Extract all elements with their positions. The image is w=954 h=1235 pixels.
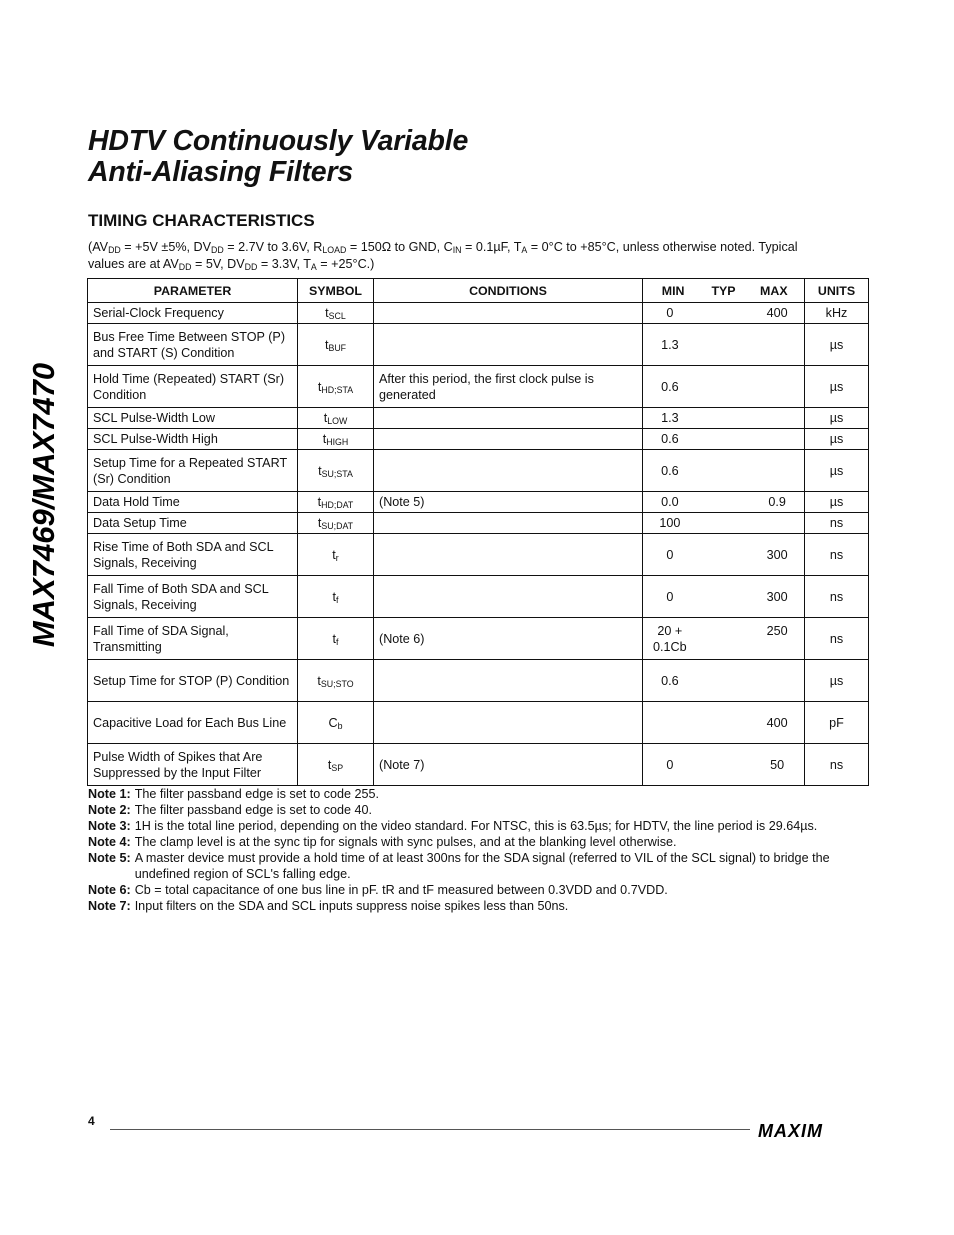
page-number: 4 [88,1114,95,1128]
note-text: A master device must provide a hold time of at least 300ns for the SDA signal (referred to VIL of the SCL signal) to bridge the undefined region of SCL's falling edge. [134,851,830,881]
table-row [88,492,869,513]
symbol-subscript: f [336,594,339,605]
symbol-subscript: SU;STA [321,468,353,479]
note-item [88,786,868,802]
table-row [88,534,869,576]
note-item [88,882,868,898]
note-text: Cb = total capacitance of one bus line in pF. tR and tF measured between 0.3VDD and 0.7VDD. [134,883,668,897]
min-typ-max-cell [643,702,805,744]
table-row [88,744,869,786]
note-label: Note 6: [88,883,131,897]
min-typ-max-cell [643,366,805,408]
table-row [88,618,869,660]
symbol-main: t [324,337,329,352]
parameter-cell: Data Hold Time [88,492,298,513]
symbol-subscript: HD;STA [321,384,354,395]
header-symbol: SYMBOL [298,279,374,303]
typ-value [697,431,751,447]
header-max: MAX [760,283,788,298]
max-value: 400 [766,306,788,320]
parameter-cell: Setup Time for a Repeated START (Sr) Condition [88,450,298,492]
symbol-subscript: BUF [328,342,347,353]
typ-value [697,463,751,479]
min-typ-max-values [643,589,804,605]
max-value [750,673,804,689]
header-min-typ-max [643,279,805,303]
min-value: 100 [659,516,681,530]
min-typ-max-cell [643,408,805,429]
symbol-main: t [317,516,322,530]
min-typ-max-values [643,431,804,447]
max-value [750,431,804,447]
conditions-cell [374,534,643,576]
conditions-cell [374,513,643,534]
min-value: 0 [666,589,674,604]
note-item [88,850,868,882]
maxim-logo [756,1120,864,1140]
min-value: 1.3 [661,337,679,352]
typ-value [697,547,751,563]
min-typ-max-cell [643,303,805,324]
min-typ-max-cell [643,618,805,660]
symbol-main: t [317,379,322,394]
title-line-2: Anti-Aliasing Filters [88,156,353,188]
title-line-1: HDTV Continuously Variable [88,125,469,157]
units-cell: ns [805,744,869,786]
note-label: Note 4: [88,835,131,849]
symbol-subscript: HIGH [326,437,349,447]
symbol-cell [298,408,374,429]
min-value: 20 + 0.1Cb [653,623,687,654]
symbol-subscript: r [335,552,339,563]
conditions-cell [374,450,643,492]
min-typ-max-cell [643,492,805,513]
note-text: Input filters on the SDA and SCL inputs suppress noise spikes less than 50ns. [134,899,569,913]
symbol-subscript: SCL [328,311,346,321]
parameter-cell: Bus Free Time Between STOP (P) and START (S) Condition [88,324,298,366]
conditions-line-2: values are at $AV_{DD} = 5V$, $DV_{DD} = 3.3V$, $T_A = +25^\circ C$.) [88,257,375,272]
note-label: Note 1: [88,787,131,801]
symbol-main: t [325,306,329,320]
units-cell: pF [805,702,869,744]
min-typ-max-values [643,305,804,321]
min-value: 1.3 [661,411,679,425]
min-value: 0.6 [661,379,679,394]
symbol-subscript: SU;STO [320,678,354,689]
note-item [88,898,868,914]
symbol-cell [298,513,374,534]
max-value [750,515,804,531]
header-min: MIN [661,283,685,298]
table-row [88,576,869,618]
symbol-cell [298,618,374,660]
parameter-cell: Serial-Clock Frequency [88,303,298,324]
units-cell: ns [805,534,869,576]
min-typ-max-values [643,379,804,395]
min-typ-max-values [643,715,804,731]
side-title [14,210,66,800]
conditions-cell [374,324,643,366]
parameter-cell: Data Setup Time [88,513,298,534]
parameter-cell: Hold Time (Repeated) START (Sr) Condition [88,366,298,408]
table-row [88,660,869,702]
units-cell: µs [805,660,869,702]
note-label: Note 5: [88,851,131,865]
maxim-logo-text: MAXIM [758,1121,823,1140]
header-units: UNITS [805,279,869,303]
note-label: Note 7: [88,899,131,913]
symbol-main: t [332,589,337,604]
min-typ-max-cell [643,513,805,534]
symbol-cell [298,702,374,744]
min-typ-max-values [643,515,804,531]
min-value [643,715,697,731]
units-cell: µs [805,366,869,408]
min-typ-max-cell [643,450,805,492]
units-cell: µs [805,492,869,513]
note-item [88,834,868,850]
header-typ: TYP [711,283,736,298]
table-row [88,324,869,366]
parameter-cell: Rise Time of Both SDA and SCL Signals, Receiving [88,534,298,576]
conditions-cell [374,576,643,618]
symbol-main: C [328,715,338,730]
min-typ-max-values [643,673,804,689]
symbol-cell [298,366,374,408]
units-cell: µs [805,408,869,429]
notes [88,786,868,914]
units-cell: µs [805,429,869,450]
section-title: TIMING CHARACTERISTICS [88,211,315,230]
parameter-cell: SCL Pulse-Width High [88,429,298,450]
min-typ-max-cell [643,576,805,618]
min-typ-max-cell [643,324,805,366]
header-parameter: PARAMETER [88,279,298,303]
conditions-line-1: ($AV_{DD} = +5V \pm 5\%$, $DV_{DD} = 2.7V$ to 3.6V, $R_{LOAD} = 150\Omega$ to GND, $C_{IN} = 0.1\mu F$, $T_A = 0^\circ C$ to +85°C, unless otherwise noted. Typical [88,240,798,255]
units-cell: ns [805,513,869,534]
min-typ-max-values [643,410,804,426]
typ-value [697,337,751,353]
min-typ-max-cell [643,744,805,786]
typ-value [697,757,751,773]
typ-value [697,673,751,689]
max-value [750,463,804,479]
typ-value [697,379,751,395]
note-text: The clamp level is at the sync tip for signals with sync pulses, and at the blanking level otherwise. [134,835,677,849]
min-typ-max-values [643,494,804,510]
symbol-cell [298,534,374,576]
typ-value [697,623,751,655]
conditions-cell: After this period, the first clock pulse is generated [374,366,643,408]
table-header-row [88,279,869,303]
timing-table [87,278,869,786]
table-row [88,450,869,492]
typ-value [697,305,751,321]
max-value: 400 [766,715,788,730]
min-typ-max-values [643,337,804,353]
parameter-cell: Fall Time of Both SDA and SCL Signals, Receiving [88,576,298,618]
max-value [750,410,804,426]
side-title-text: MAX7469/MAX7470 [26,362,61,648]
conditions-cell: (Note 5) [374,492,643,513]
table-row [88,303,869,324]
conditions-cell: (Note 6) [374,618,643,660]
symbol-subscript: SU;DAT [321,521,354,531]
max-value: 300 [766,547,788,562]
min-value: 0.6 [661,463,679,478]
typ-value [697,494,751,510]
min-typ-max-cell [643,534,805,576]
note-item [88,802,868,818]
table-row [88,429,869,450]
min-value: 0.6 [661,432,679,446]
symbol-subscript: SP [331,762,344,773]
typ-value [697,715,751,731]
parameter-cell: Capacitive Load for Each Bus Line [88,702,298,744]
note-text: 1H is the total line period, depending on the video standard. For NTSC, this is 63.5µs; for HDTV, the line period is 29.64µs. [134,819,818,833]
note-text: The filter passband edge is set to code 40. [134,803,373,817]
units-cell: kHz [805,303,869,324]
note-label: Note 2: [88,803,131,817]
min-value: 0 [666,306,674,320]
symbol-subscript: f [336,636,339,647]
test-conditions [88,239,868,273]
symbol-cell [298,324,374,366]
note-item [88,818,868,834]
symbol-cell [298,450,374,492]
min-value: 0 [666,547,674,562]
units-cell: ns [805,576,869,618]
symbol-cell [298,492,374,513]
symbol-main: t [322,432,327,446]
max-value: 50 [770,757,785,772]
min-value: 0 [666,757,674,772]
conditions-cell [374,408,643,429]
min-typ-max-values [643,623,804,655]
symbol-cell [298,429,374,450]
symbol-main: t [332,547,336,562]
conditions-cell: (Note 7) [374,744,643,786]
max-value [750,379,804,395]
min-typ-max-values [643,463,804,479]
units-cell: ns [805,618,869,660]
footer-rule [110,1129,750,1130]
symbol-main: t [317,495,322,509]
parameter-cell: SCL Pulse-Width Low [88,408,298,429]
units-cell: µs [805,324,869,366]
min-typ-max-cell [643,429,805,450]
max-value: 250 [766,623,788,638]
conditions-cell [374,429,643,450]
min-value: 0.0 [661,495,679,509]
header-conditions: CONDITIONS [374,279,643,303]
symbol-main: t [317,673,321,688]
symbol-cell [298,303,374,324]
document-title [88,126,468,188]
table-row [88,408,869,429]
symbol-subscript: HD;DAT [321,500,354,510]
min-typ-max-cell [643,660,805,702]
min-typ-max-values [643,757,804,773]
symbol-main: t [327,757,332,772]
typ-value [697,515,751,531]
symbol-subscript: LOW [327,416,348,426]
symbol-main: t [318,463,322,478]
conditions-cell [374,303,643,324]
symbol-subscript: b [337,720,343,731]
min-typ-max-values [643,547,804,563]
parameter-cell: Fall Time of SDA Signal, Transmitting [88,618,298,660]
symbol-cell [298,744,374,786]
conditions-cell [374,660,643,702]
symbol-main: t [323,411,328,425]
symbol-main: t [332,631,337,646]
max-value [750,337,804,353]
parameter-cell: Pulse Width of Spikes that Are Suppressed by the Input Filter [88,744,298,786]
min-value: 0.6 [661,673,679,688]
table-row [88,702,869,744]
typ-value [697,589,751,605]
table-row [88,513,869,534]
max-value: 300 [766,589,788,604]
typ-value [697,410,751,426]
note-text: The filter passband edge is set to code 255. [134,787,380,801]
note-label: Note 3: [88,819,131,833]
symbol-cell [298,660,374,702]
table-row [88,366,869,408]
conditions-cell [374,702,643,744]
parameter-cell: Setup Time for STOP (P) Condition [88,660,298,702]
units-cell: µs [805,450,869,492]
symbol-cell [298,576,374,618]
max-value: 0.9 [768,495,786,509]
